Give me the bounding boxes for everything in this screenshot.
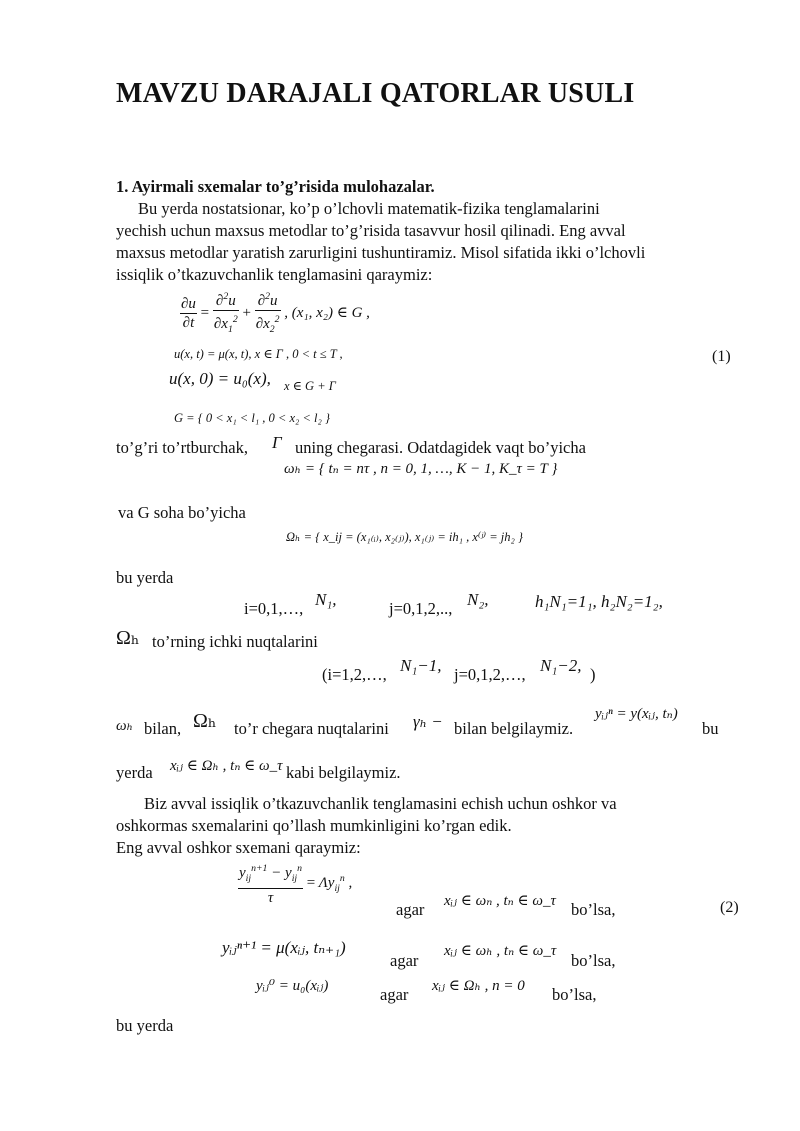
inner-i-end: N₁−1,: [400, 656, 442, 675]
membership-relation: xᵢⱼ ∈ Ωₕ , tₙ ∈ ω_τ: [170, 758, 283, 774]
scheme-row3-agar: agar: [380, 985, 409, 1004]
scheme-row2-lhs: yᵢⱼⁿ⁺¹ = μ(xᵢⱼ, tₙ₊₁): [222, 938, 346, 957]
j-range-text: j=0,1,2,..,: [389, 599, 453, 618]
equation-number-2: (2): [720, 899, 739, 916]
omega-h-symbol: ωₕ: [116, 718, 134, 734]
eq1-region-definition: G = { 0 < x₁ < l₁ , 0 < x₂ < l₂ }: [174, 411, 330, 425]
Omega-h-symbol-2: Ωₕ: [193, 710, 217, 732]
space-grid-definition: Ωₕ = { x_ij = (x₁₍ᵢ₎, x₂₍ⱼ₎), x₁₍ⱼ₎ = ih₁ , x⁽ʲ⁾ = jh₂ }: [286, 530, 523, 544]
inner-close: ): [590, 665, 596, 684]
text-yerda: yerda: [116, 763, 153, 782]
eq1-boundary-condition: u(x, t) = μ(x, t), x ∈ Γ , 0 < t ≤ T ,: [174, 347, 343, 361]
para2-line-3: Eng avval oshkor sxemani qaraymiz:: [116, 838, 361, 857]
scheme-row1-condition: xᵢⱼ ∈ ωₙ , tₙ ∈ ω_τ: [444, 893, 556, 909]
grid-function-definition: yᵢⱼⁿ = y(xᵢⱼ, tₙ): [595, 706, 678, 722]
equation-number-1: (1): [712, 348, 731, 365]
scheme-row3-bolsa: bo’lsa,: [552, 985, 597, 1004]
text-bilan: bilan,: [144, 719, 182, 738]
eq1-domain: , (x₁, x₂) ∈ G ,: [284, 304, 370, 321]
text-inner-points: to’rning ichki nuqtalarini: [152, 632, 318, 651]
text-rectangle: to’g’ri to’rtburchak,: [116, 438, 248, 457]
intro-line-2: yechish uchun maxsus metodlar to’g’risida tasavvur hosil qilinadi. Eng avval: [116, 221, 626, 240]
text-denote: bilan belgilaymiz.: [454, 719, 574, 738]
text-boundary-points: to’r chegara nuqtalarini: [234, 719, 389, 738]
section-heading: 1. Ayirmali sxemalar to’g’risida mulohazalar.: [116, 177, 435, 196]
scheme-row2-bolsa: bo’lsa,: [571, 951, 616, 970]
explicit-scheme-equation: $\frac{y_{ij}^{n+1} - y_{ij}^n}{\tau}$ = $\Lambda y_{ij}^n$ ,: [238, 860, 352, 907]
text-bu: bu: [702, 719, 719, 738]
text-kabi: kabi belgilaymiz.: [286, 763, 401, 782]
inner-j-end: N₁−2,: [540, 656, 582, 675]
document-title: MAVZU DARAJALI QATORLAR USULI: [116, 78, 635, 109]
text-here-end: bu yerda: [116, 1016, 174, 1035]
eq1-initial-condition: u(x, 0) = u₀(x),: [169, 369, 271, 388]
heat-equation: $\frac{\partial u}{\partial t}$ = $\frac{\partial^2u}{\partial x_1^2}$ + $\frac{\partial^2u}{\partial x_2^2}$ , (x₁, x₂) ∈ G ,: [180, 288, 370, 339]
intro-line-4: issiqlik o’tkazuvchanlik tenglamasini qaraymiz:: [116, 265, 433, 284]
scheme-row2-condition: xᵢⱼ ∈ ωₕ , tₙ ∈ ω_τ: [444, 943, 557, 959]
inner-j-text: j=0,1,2,…,: [454, 665, 526, 684]
intro-line-3: maxsus metodlar yaratish zarurligini tushuntiramiz. Misol sifatida ikki o’lchovli: [116, 243, 646, 262]
step-relations: h₁N₁=1₁, h₂N₂=1₂,: [535, 592, 663, 611]
j-range-end: N₂,: [467, 590, 489, 609]
scheme-row2-agar: agar: [390, 951, 419, 970]
inner-i-text: (i=1,2,…,: [322, 665, 387, 684]
Omega-h-symbol: Ωₕ: [116, 627, 140, 649]
scheme-row1-agar: agar: [396, 900, 425, 919]
time-grid-definition: ωₕ = { tₙ = nτ , n = 0, 1, …, K − 1, K_τ = T }: [284, 461, 558, 477]
eq1-initial-domain: x ∈ G + Γ: [284, 379, 336, 393]
text-region: va G soha bo’yicha: [118, 503, 246, 522]
scheme-row3-condition: xᵢⱼ ∈ Ωₕ , n = 0: [432, 978, 525, 994]
text-boundary: uning chegarasi. Odatdagidek vaqt bo’yicha: [295, 438, 586, 457]
gamma-h-symbol: γₕ −: [413, 712, 443, 731]
para2-line-1: Biz avval issiqlik o’tkazuvchanlik tenglamasini echish uchun oshkor va: [144, 794, 617, 813]
gamma-symbol: Γ: [272, 433, 282, 452]
para2-line-2: oshkormas sxemalarini qo’llash mumkinligini ko’rgan edik.: [116, 816, 512, 835]
scheme-row3-lhs: yᵢⱼ⁰ = u₀(xᵢⱼ): [256, 978, 329, 994]
intro-line-1: Bu yerda nostatsionar, ko’p o’lchovli matematik-fizika tenglamalarini: [138, 199, 600, 218]
text-here: bu yerda: [116, 568, 174, 587]
i-range-end: N₁,: [315, 590, 337, 609]
scheme-row1-bolsa: bo’lsa,: [571, 900, 616, 919]
i-range-text: i=0,1,…,: [244, 599, 304, 618]
